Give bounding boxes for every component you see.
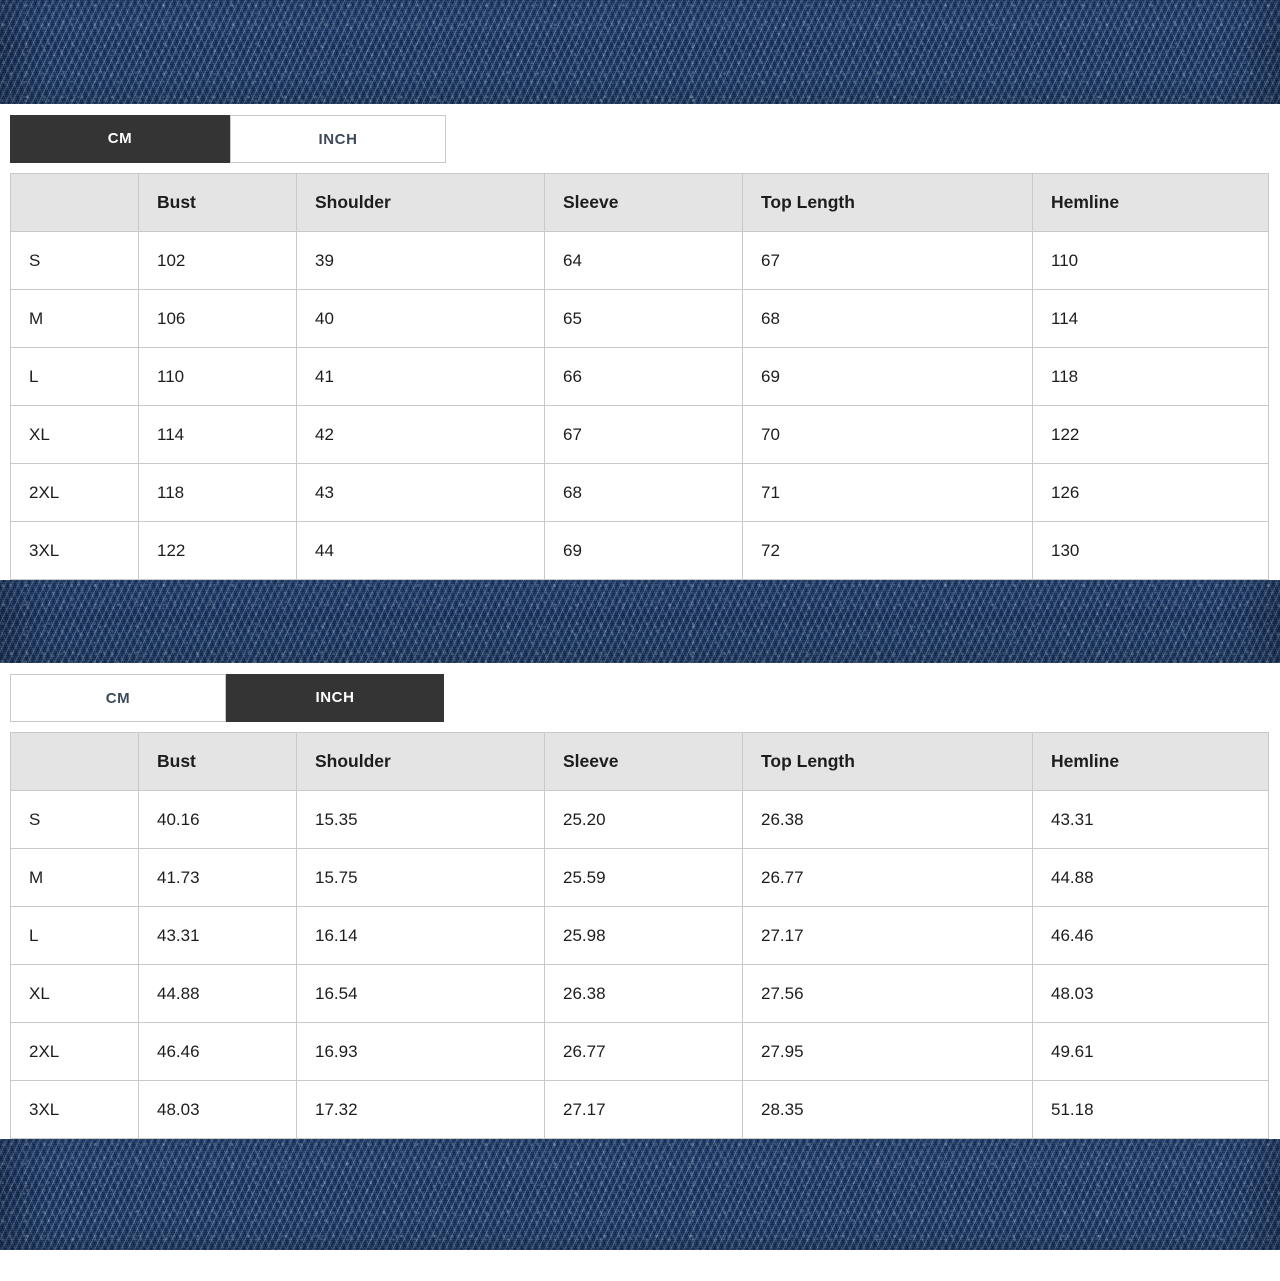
cell-size: M [11, 290, 139, 348]
cell-hemline: 130 [1033, 522, 1269, 580]
table-header-row [11, 733, 1269, 791]
header-bust: Bust [139, 733, 297, 791]
size-table-cm-head [11, 174, 1269, 232]
cell-bust: 122 [139, 522, 297, 580]
header-hemline: Hemline [1033, 733, 1269, 791]
denim-texture-bottom [0, 1139, 1280, 1250]
cell-bust: 102 [139, 232, 297, 290]
cell-hemline: 114 [1033, 290, 1269, 348]
header-top-length: Top Length [743, 733, 1033, 791]
cell-sleeve: 68 [545, 464, 743, 522]
denim-texture-top [0, 0, 1280, 104]
cell-shoulder: 41 [297, 348, 545, 406]
denim-texture-middle [0, 580, 1280, 663]
header-size [11, 733, 139, 791]
cell-bust: 40.16 [139, 791, 297, 849]
table-row [11, 232, 1269, 290]
cell-size: XL [11, 965, 139, 1023]
cell-top-length: 27.17 [743, 907, 1033, 965]
table-row [11, 965, 1269, 1023]
unit-tabs-inch [0, 663, 1280, 732]
cell-top-length: 67 [743, 232, 1033, 290]
table-row [11, 907, 1269, 965]
cell-shoulder: 17.32 [297, 1081, 545, 1139]
tab-cm-section1[interactable]: CM [10, 115, 230, 163]
cell-sleeve: 25.20 [545, 791, 743, 849]
table-row [11, 406, 1269, 464]
cell-size: M [11, 849, 139, 907]
cell-top-length: 68 [743, 290, 1033, 348]
header-hemline: Hemline [1033, 174, 1269, 232]
cell-shoulder: 16.54 [297, 965, 545, 1023]
cell-hemline: 44.88 [1033, 849, 1269, 907]
cell-hemline: 118 [1033, 348, 1269, 406]
cell-sleeve: 67 [545, 406, 743, 464]
cell-shoulder: 40 [297, 290, 545, 348]
cell-top-length: 70 [743, 406, 1033, 464]
cell-sleeve: 26.77 [545, 1023, 743, 1081]
table-row [11, 522, 1269, 580]
table-row [11, 464, 1269, 522]
cell-hemline: 48.03 [1033, 965, 1269, 1023]
header-top-length: Top Length [743, 174, 1033, 232]
tab-inch-section1[interactable]: INCH [230, 115, 446, 163]
cell-sleeve: 27.17 [545, 1081, 743, 1139]
cell-sleeve: 25.59 [545, 849, 743, 907]
size-chart-cm-section [0, 104, 1280, 580]
cell-size: L [11, 907, 139, 965]
cell-hemline: 46.46 [1033, 907, 1269, 965]
unit-tabs-cm [0, 104, 1280, 173]
cell-shoulder: 15.35 [297, 791, 545, 849]
cell-shoulder: 44 [297, 522, 545, 580]
cell-top-length: 26.77 [743, 849, 1033, 907]
table-row [11, 1023, 1269, 1081]
cell-shoulder: 16.14 [297, 907, 545, 965]
cell-sleeve: 69 [545, 522, 743, 580]
tab-inch-section2[interactable]: INCH [226, 674, 444, 722]
cell-size: S [11, 232, 139, 290]
cell-top-length: 27.95 [743, 1023, 1033, 1081]
header-bust: Bust [139, 174, 297, 232]
cell-shoulder: 43 [297, 464, 545, 522]
cell-bust: 114 [139, 406, 297, 464]
cell-top-length: 26.38 [743, 791, 1033, 849]
table-row [11, 1081, 1269, 1139]
cell-bust: 48.03 [139, 1081, 297, 1139]
table-header-row [11, 174, 1269, 232]
cell-top-length: 71 [743, 464, 1033, 522]
header-size [11, 174, 139, 232]
cell-top-length: 28.35 [743, 1081, 1033, 1139]
header-shoulder: Shoulder [297, 174, 545, 232]
cell-bust: 46.46 [139, 1023, 297, 1081]
cell-hemline: 49.61 [1033, 1023, 1269, 1081]
cell-bust: 118 [139, 464, 297, 522]
size-table-cm-body [11, 232, 1269, 580]
header-shoulder: Shoulder [297, 733, 545, 791]
cell-bust: 106 [139, 290, 297, 348]
tab-cm-section2[interactable]: CM [10, 674, 226, 722]
cell-size: 2XL [11, 464, 139, 522]
size-table-cm [10, 173, 1269, 580]
cell-hemline: 43.31 [1033, 791, 1269, 849]
cell-sleeve: 64 [545, 232, 743, 290]
cell-shoulder: 42 [297, 406, 545, 464]
cell-sleeve: 66 [545, 348, 743, 406]
cell-hemline: 122 [1033, 406, 1269, 464]
cell-hemline: 126 [1033, 464, 1269, 522]
cell-size: 3XL [11, 1081, 139, 1139]
cell-bust: 44.88 [139, 965, 297, 1023]
size-table-inch-body [11, 791, 1269, 1139]
cell-shoulder: 39 [297, 232, 545, 290]
size-table-inch [10, 732, 1269, 1139]
header-sleeve: Sleeve [545, 733, 743, 791]
header-sleeve: Sleeve [545, 174, 743, 232]
table-row [11, 849, 1269, 907]
cell-bust: 110 [139, 348, 297, 406]
table-row [11, 348, 1269, 406]
cell-size: XL [11, 406, 139, 464]
cell-shoulder: 16.93 [297, 1023, 545, 1081]
cell-sleeve: 26.38 [545, 965, 743, 1023]
cell-bust: 41.73 [139, 849, 297, 907]
table-row [11, 290, 1269, 348]
size-table-inch-head [11, 733, 1269, 791]
cell-size: 3XL [11, 522, 139, 580]
cell-size: S [11, 791, 139, 849]
size-chart-inch-section [0, 663, 1280, 1139]
cell-hemline: 51.18 [1033, 1081, 1269, 1139]
cell-top-length: 27.56 [743, 965, 1033, 1023]
cell-top-length: 69 [743, 348, 1033, 406]
cell-hemline: 110 [1033, 232, 1269, 290]
cell-bust: 43.31 [139, 907, 297, 965]
table-row [11, 791, 1269, 849]
cell-sleeve: 25.98 [545, 907, 743, 965]
cell-sleeve: 65 [545, 290, 743, 348]
cell-top-length: 72 [743, 522, 1033, 580]
cell-size: 2XL [11, 1023, 139, 1081]
cell-shoulder: 15.75 [297, 849, 545, 907]
cell-size: L [11, 348, 139, 406]
